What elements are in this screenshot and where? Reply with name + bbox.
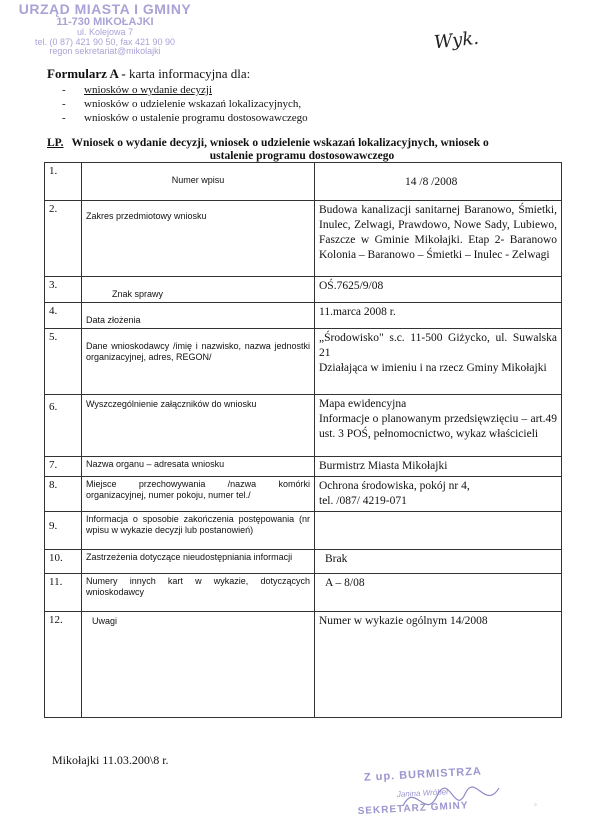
information-card-table <box>44 162 562 718</box>
table-row <box>45 550 562 574</box>
row-label: Miejsce przechowywania /nazwa komórki organizacyjnej, numer pokoju, numer tel./ <box>82 477 315 512</box>
row-label: Zastrzeżenia dotyczące nieudostępniania informacji <box>82 550 315 574</box>
storage-phone: tel. /087/ 4219-071 <box>319 495 407 507</box>
stamp-line-2: 11-730 MIKOŁAJKI <box>56 15 154 28</box>
row-label: Informacja o sposobie zakończenia postępowania (nr wpisu w wykazie decyzji lub postanowień) <box>82 512 315 550</box>
place-and-date: Mikołajki 11.03.200\8 r. <box>52 753 169 767</box>
row-number: 7. <box>45 457 82 477</box>
row-value <box>315 477 562 512</box>
stamp-line-4: tel. (0 87) 421 90 50, fax 421 90 90 <box>34 36 176 47</box>
row-number: 8. <box>45 477 82 512</box>
scan-mark: ◦ <box>534 800 537 809</box>
table-row <box>45 277 562 303</box>
stamp-line-5: regon sekretariat@mikolajki <box>49 46 161 57</box>
row-value: Numer w wykazie ogólnym 14/2008 <box>315 612 562 718</box>
table-row <box>45 303 562 329</box>
intro-item-decision: - wniosków o wydanie decyzji <box>62 83 308 97</box>
row-value <box>315 512 562 550</box>
row-value <box>315 329 562 395</box>
row-value: Budowa kanalizacji sanitarnej Baranowo, Śmietki, Inulec, Zelwagi, Prawdowo, Nowe Sady, Lubiewo, Faszcze w Gminie Mikołajki. Etap 2- Baranowo Kolonia – Baranowo – Śmietki – Inulec - Zelwagi <box>315 201 562 277</box>
row-number: 12. <box>45 612 82 718</box>
row-number: 10. <box>45 550 82 574</box>
stamp-line-3: ul. Kolejowa 7 <box>76 27 134 38</box>
row-label: Numery innych kart w wykazie, dotyczących wnioskodawcy <box>82 574 315 612</box>
row-label: Uwagi <box>82 612 315 718</box>
row-label: Wyszczególnienie załączników do wniosku <box>82 395 315 457</box>
row-number: 6. <box>45 395 82 457</box>
table-row <box>45 329 562 395</box>
row-number: 1. <box>45 163 82 201</box>
form-title <box>47 66 250 82</box>
lp-heading-line-2: ustalenie programu dostosowawczego <box>209 150 395 162</box>
table-row <box>45 201 562 277</box>
form-title-prefix: Formularz A - <box>47 66 126 81</box>
row-value: 14 /8 /2008 <box>315 163 562 201</box>
row-value: Brak <box>315 550 562 574</box>
form-title-rest: karta informacyjna dla: <box>125 66 251 81</box>
row-value <box>315 395 562 457</box>
row-label: Dane wnioskodawcy /imię i nazwisko, nazwa jednostki organizacyjnej, adres, REGON/ <box>82 329 315 395</box>
stamp-line-1: URZĄD MIASTA I GMINY <box>18 1 192 17</box>
stamp-bottom-line-1: Z up. BURMISTRZA <box>363 765 483 784</box>
lp-label: LP. <box>47 137 64 149</box>
lp-heading <box>47 137 557 163</box>
row-value: OŚ.7625/9/08 <box>315 277 562 303</box>
intro-list <box>62 83 308 125</box>
intro-item-location: - wniosków o udzielenie wskazań lokalizacyjnych, <box>62 97 308 111</box>
table-row <box>45 612 562 718</box>
row-value: A – 8/08 <box>315 574 562 612</box>
table-row <box>45 477 562 512</box>
applicant-name: „Środowisko" s.c. 11-500 Giżycko, ul. Suwalska 21 <box>319 332 557 359</box>
lp-heading-line-1: Wniosek o wydanie decyzji, wniosek o udzielenie wskazań lokalizacyjnych, wniosek o <box>71 137 489 149</box>
row-number: 9. <box>45 512 82 550</box>
stamp-bottom-line-3: SEKRETARZ GMINY <box>357 800 469 818</box>
row-number: 4. <box>45 303 82 329</box>
office-stamp <box>0 2 210 57</box>
attachment-map: Mapa ewidencyjna <box>319 398 407 410</box>
handwritten-note: Wyk. <box>433 27 480 54</box>
row-value: 11.marca 2008 r. <box>315 303 562 329</box>
row-label: Nazwa organu – adresata wniosku <box>82 457 315 477</box>
row-number: 2. <box>45 201 82 277</box>
row-label: Numer wpisu <box>82 163 315 201</box>
table-row <box>45 457 562 477</box>
row-number: 3. <box>45 277 82 303</box>
row-label: Znak sprawy <box>82 277 315 303</box>
applicant-note: Działająca w imieniu i na rzecz Gminy Mikołajki <box>319 362 547 374</box>
row-label: Data złożenia <box>82 303 315 329</box>
attachment-details: Informacje o planowanym przedsięwzięciu – art.49 ust. 3 POŚ, pełnomocnictwo, wykaz właścicieli <box>319 413 557 440</box>
signature-scrawl <box>395 776 505 826</box>
row-number: 11. <box>45 574 82 612</box>
intro-item-program: - wniosków o ustalenie programu dostosowawczego <box>62 111 308 125</box>
row-value: Burmistrz Miasta Mikołajki <box>315 457 562 477</box>
row-label: Zakres przedmiotowy wniosku <box>82 201 315 277</box>
table-row <box>45 395 562 457</box>
table-row <box>45 163 562 201</box>
row-number: 5. <box>45 329 82 395</box>
table-row <box>45 574 562 612</box>
storage-place: Ochrona środowiska, pokój nr 4, <box>319 480 470 492</box>
table-row <box>45 512 562 550</box>
stamp-bottom-line-2: Janina Wróbel <box>396 787 449 799</box>
